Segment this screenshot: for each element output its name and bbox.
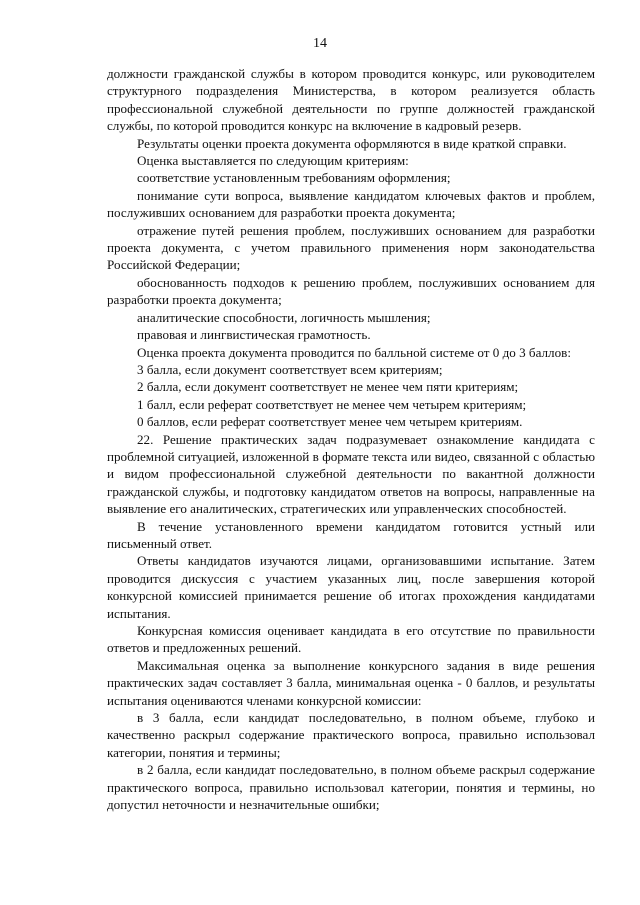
paragraph: Конкурсная комиссия оценивает кандидата в его отсутствие по правильности ответов и предложенных решений. (107, 623, 595, 656)
document-body (107, 65, 595, 813)
score-item: 2 балла, если документ соответствует не менее чем пяти критериям; (137, 379, 519, 395)
paragraph: Максимальная оценка за выполнение конкурсного задания в виде решения практических задач составляет 3 балла, минимальная оценка - 0 баллов, и результаты испытания оцениваются членами конкурсной комиссии: (107, 657, 595, 708)
criteria-item: аналитические способности, логичность мышления; (137, 309, 431, 325)
score-item: 0 баллов, если реферат соответствует менее чем четырем критериям. (137, 414, 523, 430)
criteria-item: отражение путей решения проблем, послуживших основанием для разработки проекта документа, с учетом правильного применения норм законодательства Российской Федерации; (107, 222, 595, 273)
score-item: в 2 балла, если кандидат последовательно, в полном объеме раскрыл содержание практического вопроса, правильно использовал категории, понятия и термины, но допустил неточности и незначительные ошибки; (107, 762, 595, 813)
criteria-item: обоснованность подходов к решению проблем, послуживших основанием для разработки проекта документа; (107, 274, 595, 308)
paragraph: Оценка выставляется по следующим критериям: (137, 153, 409, 169)
score-item: 1 балл, если реферат соответствует не менее чем четырем критериям; (137, 396, 527, 412)
paragraph: 22. Решение практических задач подразумевает ознакомление кандидата с проблемной ситуацией, изложенной в формате текста или видео, связанной с областью и видом профессиональной служебной деятельности по вакантной должности гражданской службы, и подготовку кандидатом ответов на вопросы, направленные на выявление его аналитических, стратегических или управленческих способностей. (107, 431, 595, 517)
criteria-item: понимание сути вопроса, выявление кандидатом ключевых фактов и проблем, послуживших основанием для разработки проекта документа; (107, 187, 595, 221)
paragraph: Результаты оценки проекта документа оформляются в виде краткой справки. (137, 135, 567, 151)
page-number: 14 (313, 36, 327, 51)
paragraph: В течение установленного времени кандидатом готовится устный или письменный ответ. (107, 518, 595, 551)
paragraph: должности гражданской службы в котором проводится конкурс, или руководителем структурного подразделения Министерства, в котором реализуется область профессиональной служебной деятельности по группе должностей гражданской службы, по которой проводится конкурс на включение в кадровый резерв. (107, 66, 595, 134)
paragraph: Ответы кандидатов изучаются лицами, организовавшими испытание. Затем проводится дискуссия с участием указанных лиц, после завершения которой конкурсной комиссией принимается решение об итогах прохождения кандидатами испытания. (107, 553, 595, 621)
paragraph: Оценка проекта документа проводится по балльной системе от 0 до 3 баллов: (137, 344, 571, 360)
criteria-item: соответствие установленным требованиям оформления; (137, 170, 451, 186)
score-item: в 3 балла, если кандидат последовательно, в полном объеме, глубоко и качественно раскрыл содержание практического вопроса, правильно использовал категории, понятия и термины; (107, 710, 595, 760)
score-item: 3 балла, если документ соответствует всем критериям; (137, 361, 443, 377)
criteria-item: правовая и лингвистическая грамотность. (137, 327, 371, 343)
